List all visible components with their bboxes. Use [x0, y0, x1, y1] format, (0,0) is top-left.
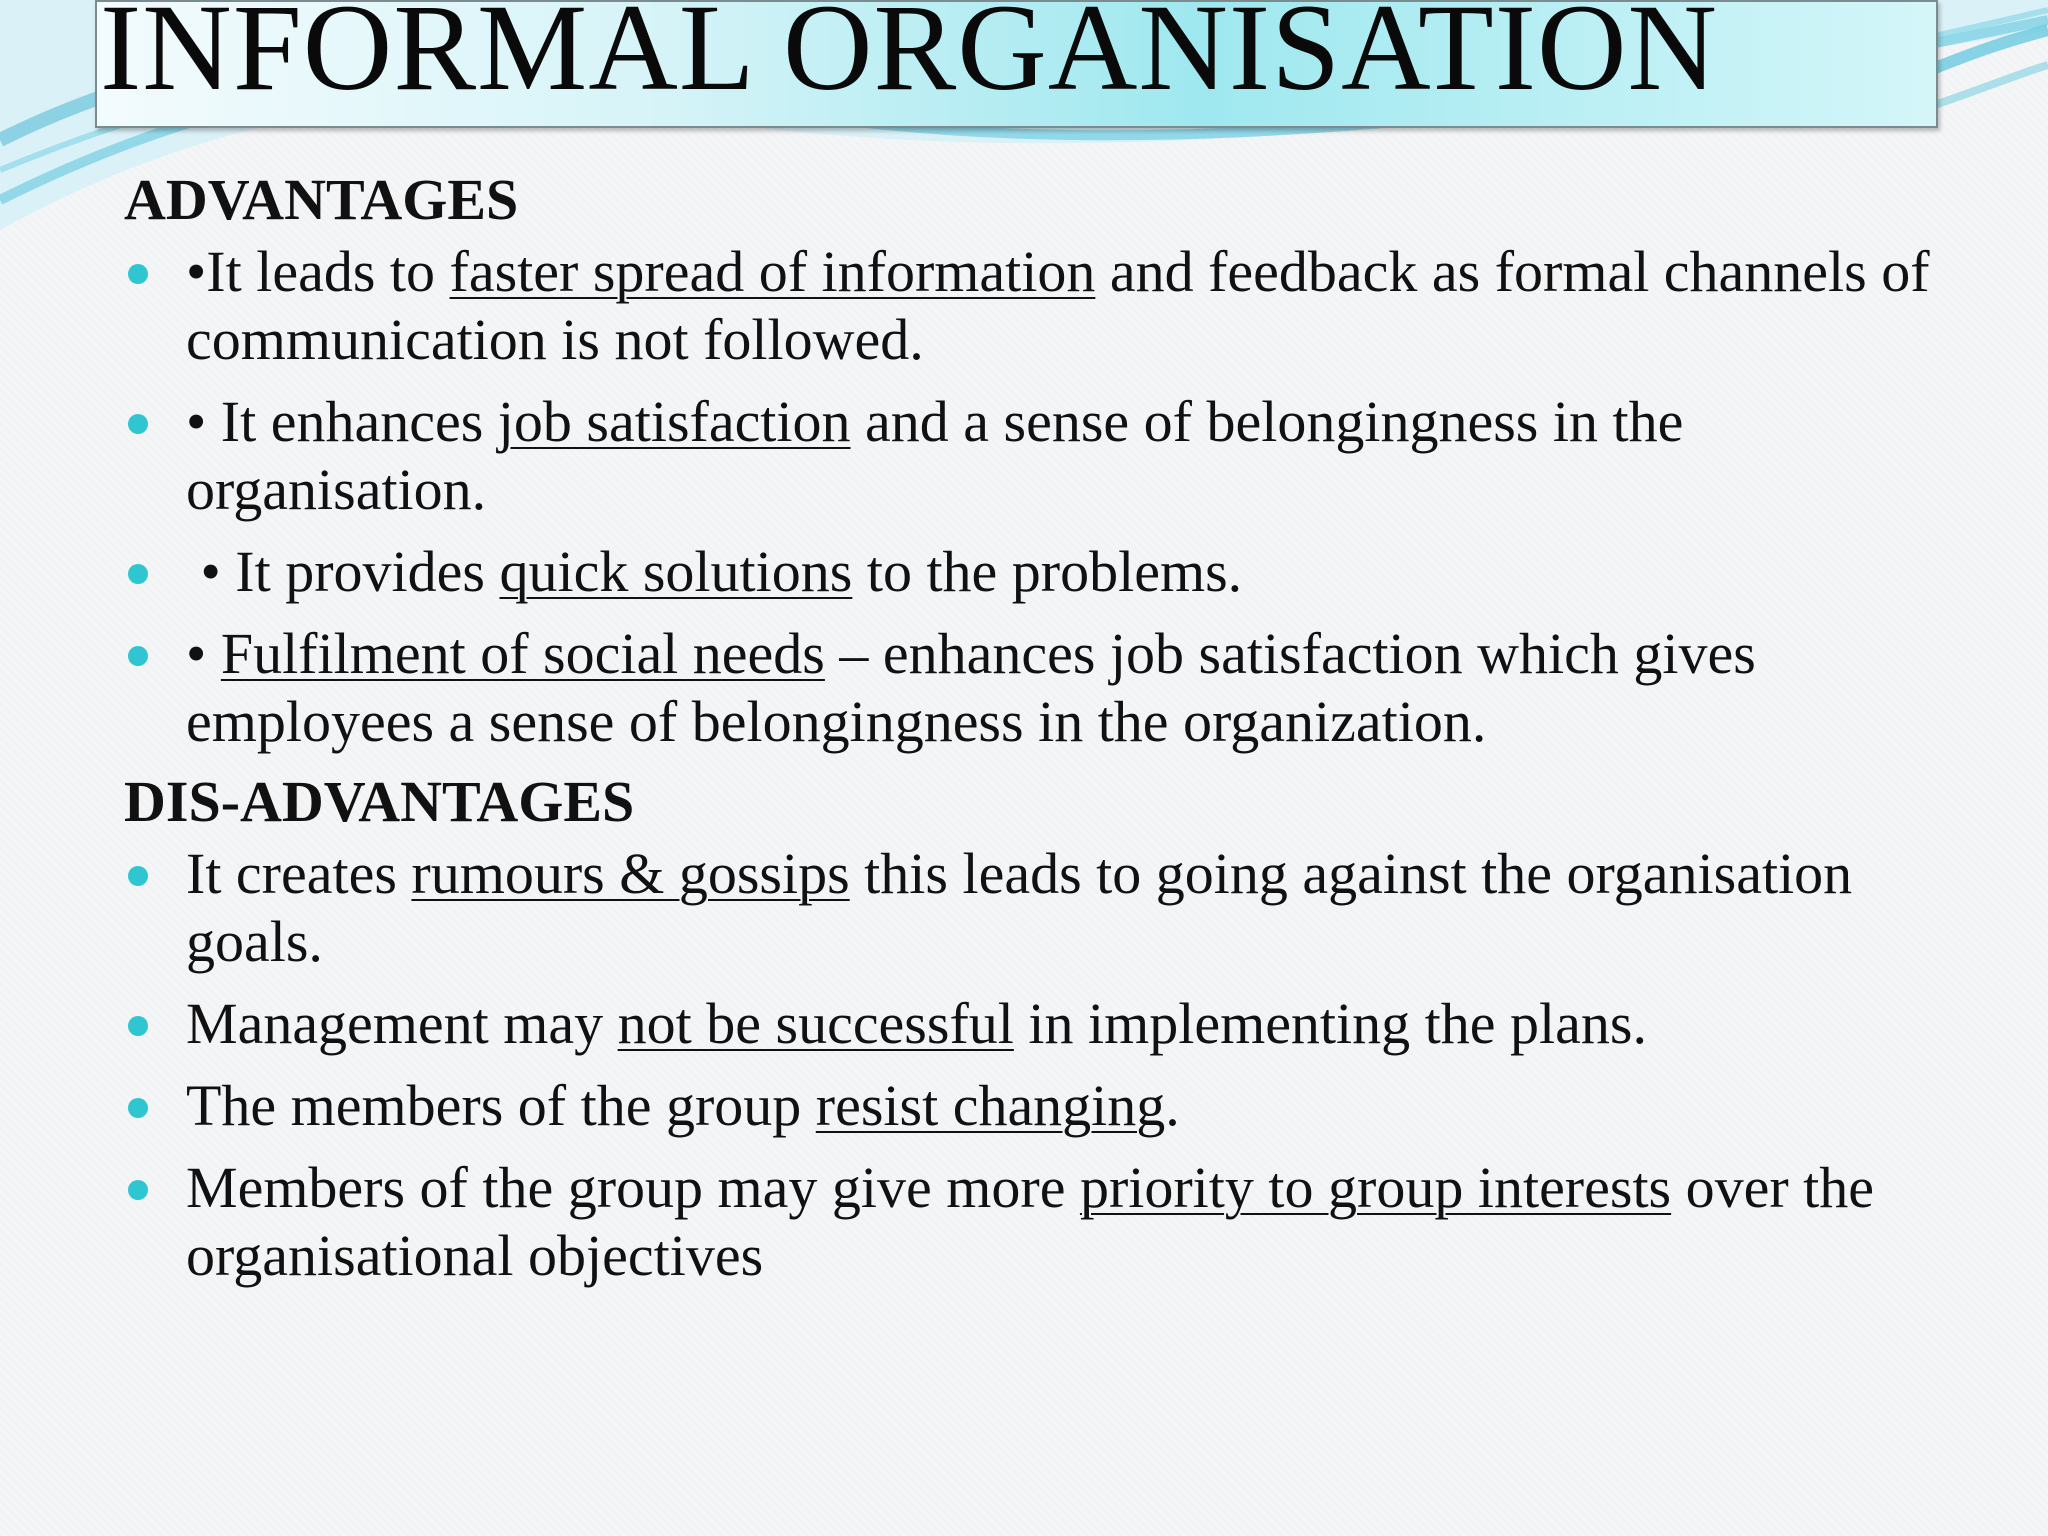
disadvantages-heading: DIS-ADVANTAGES [124, 769, 635, 834]
bullet-icon [128, 1098, 148, 1118]
list-item: Management may not be successful in implementing the plans. [124, 990, 1984, 1058]
bullet-icon [128, 1016, 148, 1036]
slide-content [124, 168, 1984, 1304]
disadvantages-list [124, 840, 1984, 1290]
bullet-icon [128, 564, 148, 584]
bullet-icon [128, 646, 148, 666]
list-item: It creates rumours & gossips this leads to going against the organisation goals. [124, 840, 1984, 976]
advantages-list [124, 238, 1984, 756]
list-item: • It enhances job satisfaction and a sense of belongingness in the organisation. [124, 388, 1984, 524]
bullet-icon [128, 1180, 148, 1200]
list-item: • Fulfilment of social needs – enhances job satisfaction which gives employees a sense of belongingness in the organization. [124, 620, 1984, 756]
advantages-heading: ADVANTAGES [124, 167, 519, 232]
list-item: •It leads to faster spread of information and feedback as formal channels of communication is not followed. [124, 238, 1984, 374]
slide-title: INFORMAL ORGANISATION [100, 0, 1719, 116]
bullet-icon [128, 414, 148, 434]
list-item: Members of the group may give more priority to group interests over the organisational objectives [124, 1154, 1984, 1290]
bullet-icon [128, 866, 148, 886]
list-item: • It provides quick solutions to the problems. [124, 538, 1984, 606]
list-item: The members of the group resist changing. [124, 1072, 1984, 1140]
bullet-icon [128, 264, 148, 284]
